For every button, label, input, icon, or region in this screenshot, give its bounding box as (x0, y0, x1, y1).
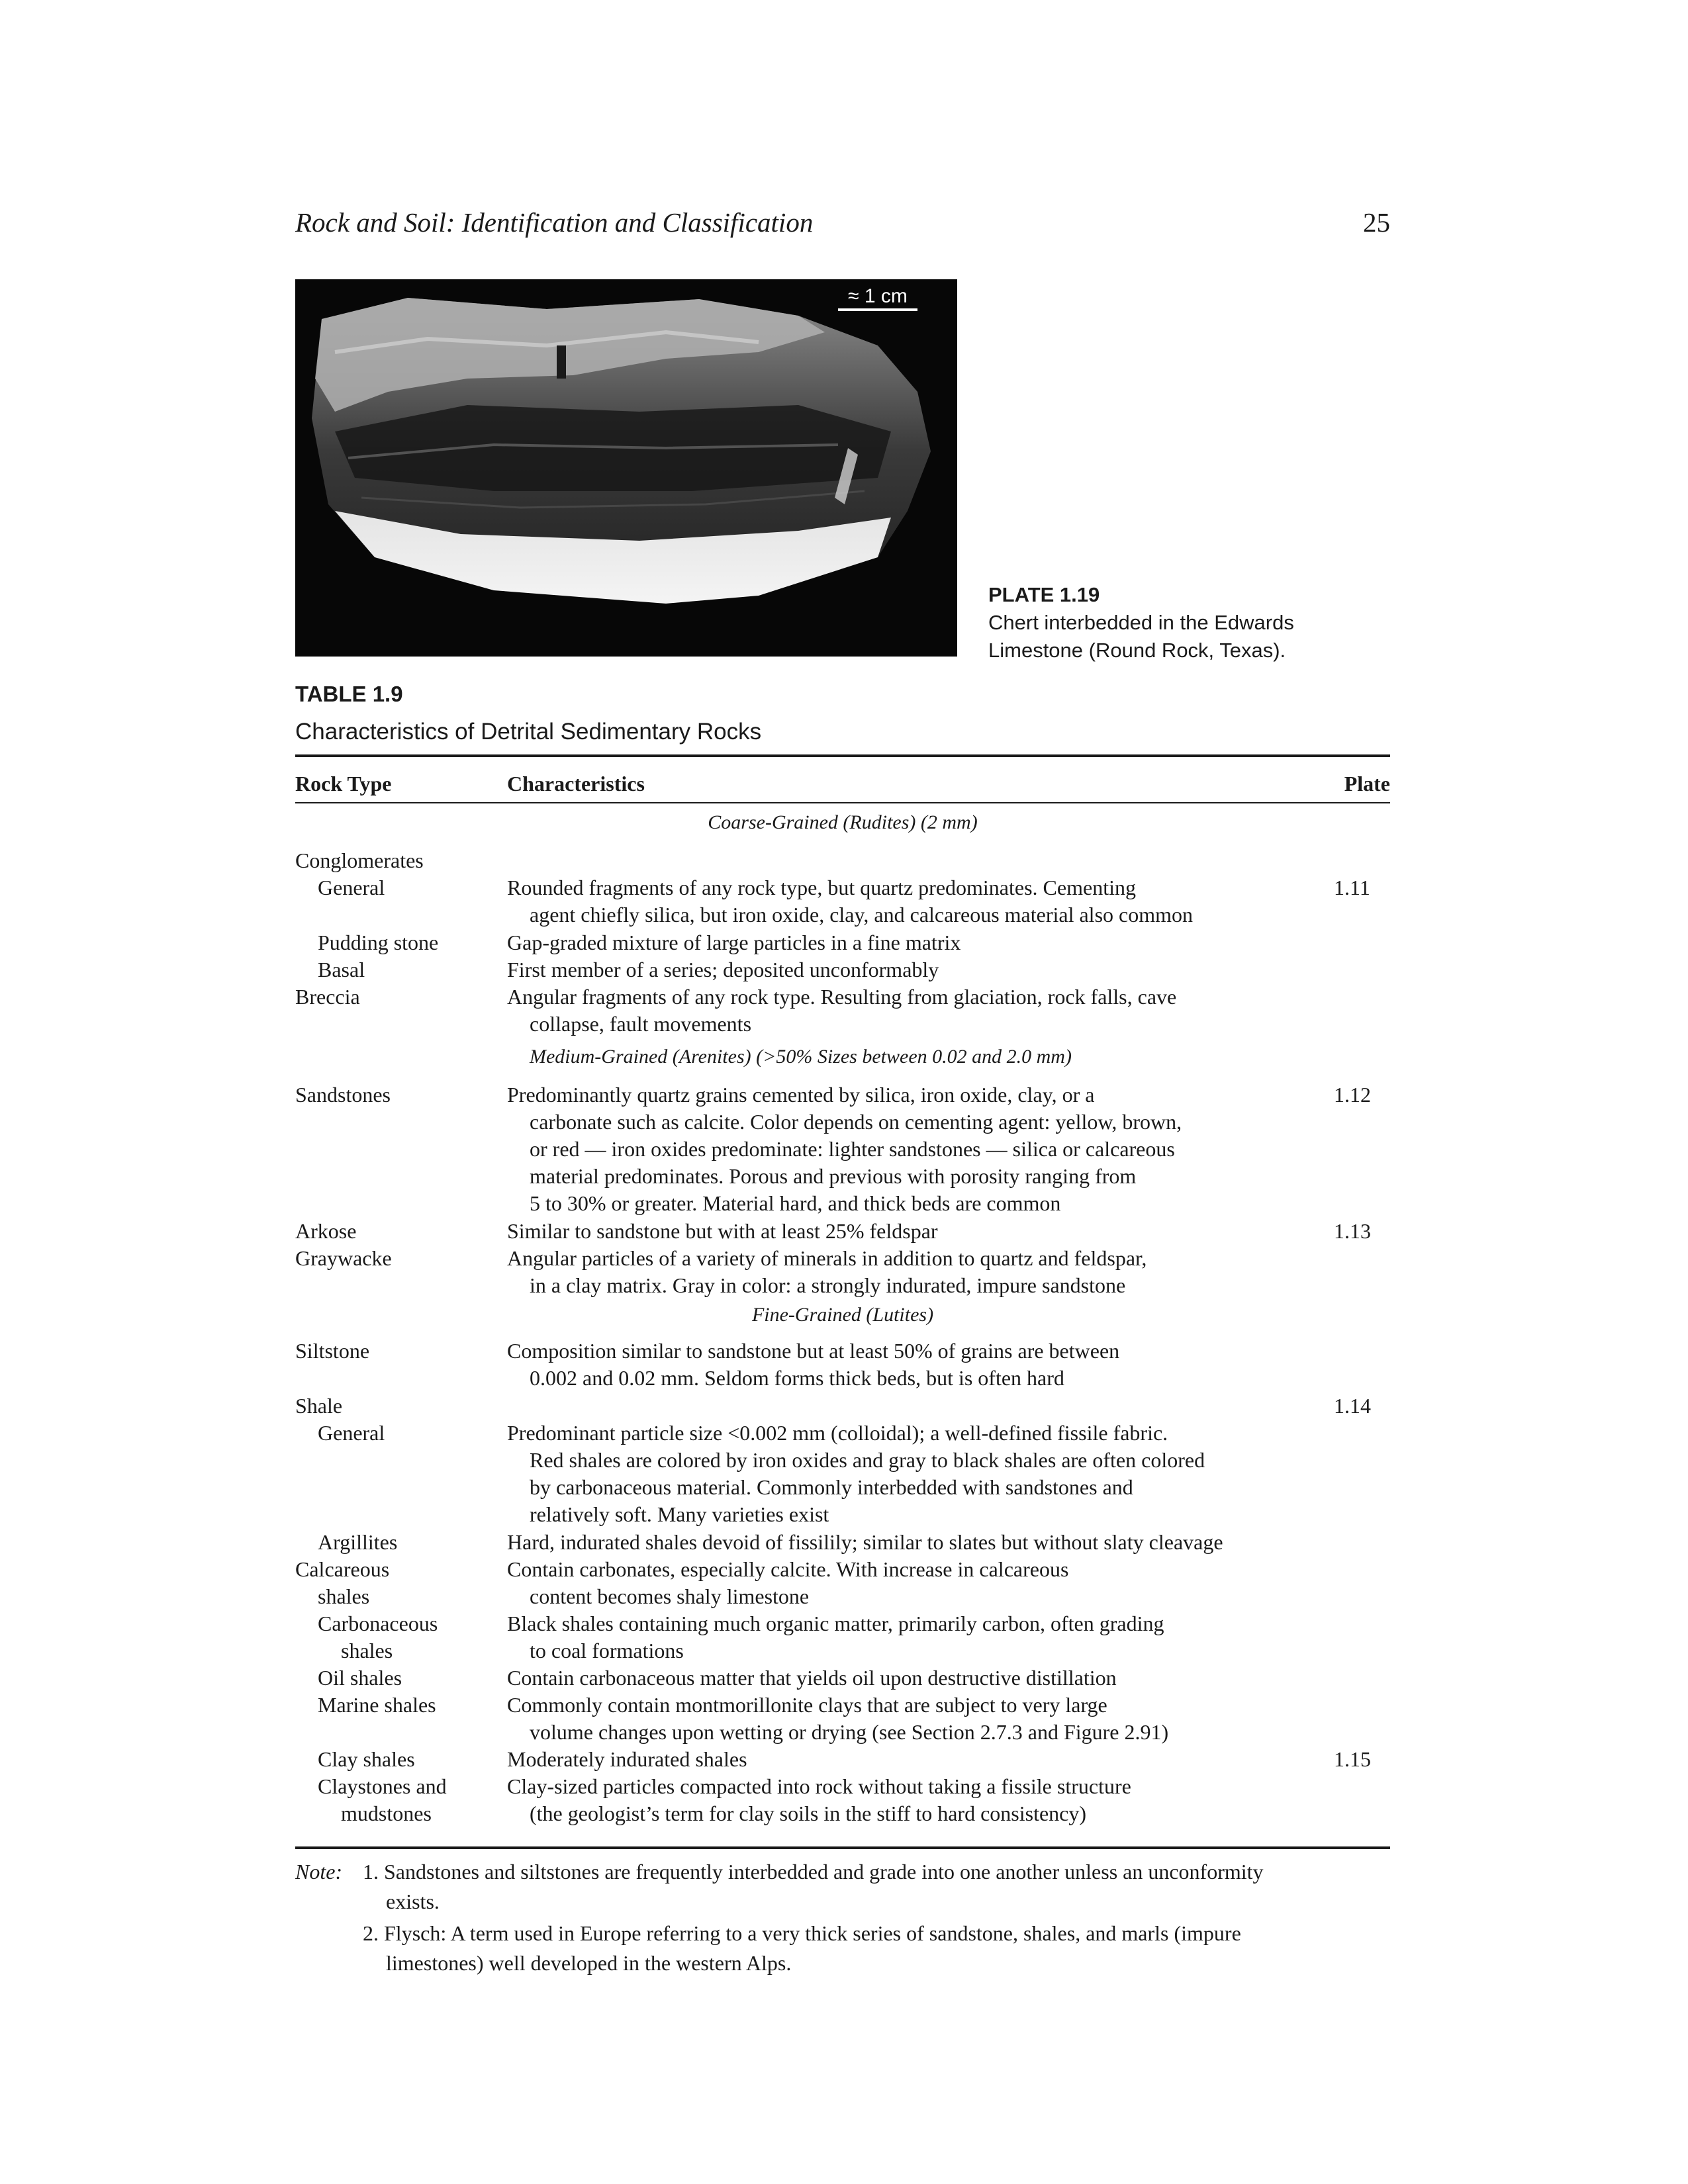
plate-ref-1-15: 1.15 (1334, 1747, 1371, 1771)
note-2-cont: limestones) well developed in the western Alps. (386, 1951, 792, 1975)
basal-desc: First member of a series; deposited unconformably (507, 958, 939, 981)
header-plate: Plate (1344, 772, 1390, 796)
general-conglomerate-desc-1: Rounded fragments of any rock type, but quartz predominates. Cementing (507, 876, 1136, 899)
sandstones-desc-1: Predominantly quartz grains cemented by silica, iron oxide, clay, or a (507, 1083, 1095, 1107)
table-label: TABLE 1.9 (295, 682, 403, 706)
general-shale-desc-2: Red shales are colored by iron oxides and gray to black shales are often colored (530, 1448, 1205, 1472)
marine-shales-desc-1: Commonly contain montmorillonite clays that are subject to very large (507, 1693, 1107, 1717)
general-shale-desc-3: by carbonaceous material. Commonly interbedded with sandstones and (530, 1475, 1133, 1499)
carbonaceous-shales-cont: shales (341, 1639, 393, 1662)
row-basal: Basal (318, 958, 365, 981)
section-fine-grained: Fine-Grained (Lutites) (751, 1304, 934, 1326)
carbonaceous-desc-2: to coal formations (530, 1639, 684, 1662)
row-marine-shales: Marine shales (318, 1693, 436, 1717)
row-claystones-mudstones: Claystones and (318, 1774, 447, 1798)
graywacke-desc-1: Angular particles of a variety of minerals in addition to quartz and feldspar, (507, 1246, 1147, 1270)
general-shale-desc-1: Predominant particle size <0.002 mm (colloidal); a well-defined fissile fabric. (507, 1421, 1168, 1445)
table-bottom-rule (295, 1846, 1390, 1849)
plate-label: PLATE 1.19 (988, 583, 1100, 606)
row-siltstone: Siltstone (295, 1339, 370, 1363)
row-clay-shales: Clay shales (318, 1747, 415, 1771)
chert-specimen-image (295, 279, 957, 657)
plate-caption-line1: Chert interbedded in the Edwards (988, 611, 1294, 634)
claystones-desc-1: Clay-sized particles compacted into rock without taking a fissile structure (507, 1774, 1131, 1798)
plate-ref-1-12: 1.12 (1334, 1083, 1371, 1107)
siltstone-desc-2: 0.002 and 0.02 mm. Seldom forms thick beds, but is often hard (530, 1366, 1064, 1390)
claystones-mudstones-cont: mudstones (341, 1801, 432, 1825)
running-title: Rock and Soil: Identification and Classification (295, 207, 814, 238)
breccia-desc-1: Angular fragments of any rock type. Resulting from glaciation, rock falls, cave (507, 985, 1177, 1009)
arkose-desc: Similar to sandstone but with at least 25% feldspar (507, 1219, 938, 1243)
pudding-stone-desc: Gap-graded mixture of large particles in a fine matrix (507, 931, 961, 954)
plate-photo (295, 279, 957, 657)
row-pudding-stone: Pudding stone (318, 931, 439, 954)
note-1-cont: exists. (386, 1889, 440, 1913)
page-number: 25 (1363, 207, 1390, 238)
breccia-desc-2: collapse, fault movements (530, 1012, 752, 1036)
sandstones-desc-2: carbonate such as calcite. Color depends on cementing agent: yellow, brown, (530, 1110, 1182, 1134)
section-medium-grained: Medium-Grained (Arenites) (>50% Sizes between 0.02 and 2.0 mm) (530, 1046, 1072, 1068)
sandstones-desc-4: material predominates. Porous and previous with porosity ranging from (530, 1164, 1137, 1188)
plate-ref-1-13: 1.13 (1334, 1219, 1371, 1243)
note-2: 2. Flysch: A term used in Europe referring to a very thick series of sandstone, shales, and marls (impure (363, 1921, 1241, 1945)
plate-ref-1-11: 1.11 (1334, 876, 1370, 899)
scale-label: ≈ 1 cm (848, 285, 908, 307)
marine-shales-desc-2: volume changes upon wetting or drying (see Section 2.7.3 and Figure 2.91) (530, 1720, 1169, 1744)
row-carbonaceous-shales: Carbonaceous (318, 1612, 438, 1635)
row-general-shale: General (318, 1421, 385, 1445)
row-oil-shales: Oil shales (318, 1666, 402, 1690)
row-breccia: Breccia (295, 985, 360, 1009)
carbonaceous-desc-1: Black shales containing much organic matter, primarily carbon, often grading (507, 1612, 1164, 1635)
plate-caption (988, 581, 1359, 664)
row-shale: Shale (295, 1394, 343, 1418)
row-conglomerates: Conglomerates (295, 848, 424, 872)
header-characteristics: Characteristics (507, 772, 645, 796)
table-top-rule (295, 754, 1390, 757)
table-header-rule (295, 802, 1390, 803)
row-argillites: Argillites (318, 1530, 398, 1554)
general-shale-desc-4: relatively soft. Many varieties exist (530, 1502, 829, 1526)
calcareous-shales-cont: shales (318, 1584, 370, 1608)
oil-shales-desc: Contain carbonaceous matter that yields oil upon destructive distillation (507, 1666, 1117, 1690)
calcareous-desc-2: content becomes shaly limestone (530, 1584, 810, 1608)
sandstones-desc-3: or red — iron oxides predominate: lighter sandstones — silica or calcareous (530, 1137, 1175, 1161)
general-conglomerate-desc-2: agent chiefly silica, but iron oxide, clay, and calcareous material also common (530, 903, 1193, 927)
claystones-desc-2: (the geologist’s term for clay soils in the stiff to hard consistency) (530, 1801, 1087, 1825)
row-general-conglomerate: General (318, 876, 385, 899)
row-calcareous-shales: Calcareous (295, 1557, 390, 1581)
plate-ref-1-14: 1.14 (1334, 1394, 1371, 1418)
calcareous-desc-1: Contain carbonates, especially calcite. With increase in calcareous (507, 1557, 1069, 1581)
argillites-desc: Hard, indurated shales devoid of fissilily; similar to slates but without slaty cleavage (507, 1530, 1223, 1554)
scale-bar (838, 308, 917, 311)
header-rock-type: Rock Type (295, 772, 392, 796)
row-sandstones: Sandstones (295, 1083, 391, 1107)
section-coarse-grained: Coarse-Grained (Rudites) (2 mm) (708, 811, 978, 833)
clay-shales-desc: Moderately indurated shales (507, 1747, 747, 1771)
table-title: Characteristics of Detrital Sedimentary Rocks (295, 719, 762, 745)
graywacke-desc-2: in a clay matrix. Gray in color: a strongly indurated, impure sandstone (530, 1273, 1126, 1297)
plate-caption-line2: Limestone (Round Rock, Texas). (988, 639, 1286, 662)
sandstones-desc-5: 5 to 30% or greater. Material hard, and thick beds are common (530, 1191, 1061, 1215)
note-1: 1. Sandstones and siltstones are frequently interbedded and grade into one another unless an unconformity (363, 1860, 1264, 1884)
siltstone-desc-1: Composition similar to sandstone but at least 50% of grains are between (507, 1339, 1120, 1363)
row-graywacke: Graywacke (295, 1246, 392, 1270)
note-label: Note: (295, 1860, 343, 1884)
row-arkose: Arkose (295, 1219, 357, 1243)
